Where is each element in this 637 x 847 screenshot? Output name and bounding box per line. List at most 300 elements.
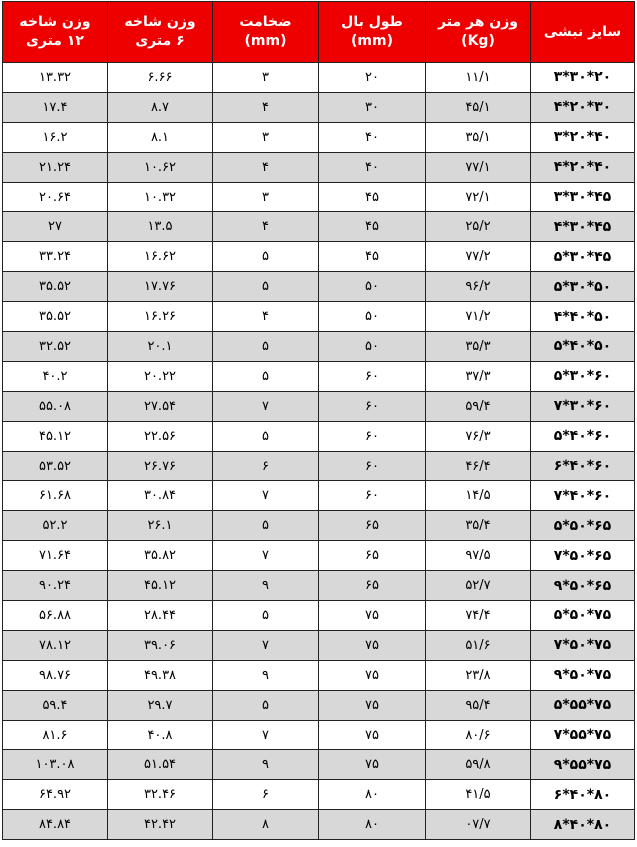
cell-size (531, 361, 635, 391)
header-leg-length (319, 2, 426, 63)
cell-thickness (213, 122, 319, 152)
cell-weight-12m (3, 361, 108, 391)
cell-thickness-value: ۳ (262, 69, 269, 85)
cell-thickness-value: ۵ (262, 697, 269, 713)
cell-weight-12m-value: ۷۸.۱۲ (38, 637, 72, 653)
cell-weight-12m-value: ۶۱.۶۸ (38, 488, 72, 504)
cell-thickness-value: ۵ (262, 607, 269, 623)
cell-weight-12m-value: ۸۴.۸۴ (38, 817, 72, 833)
table-row (3, 601, 635, 631)
cell-weight-12m-value: ۴۵.۱۲ (38, 428, 72, 444)
cell-leg-length (319, 630, 426, 660)
cell-thickness (213, 242, 319, 272)
cell-weight-per-meter-value: ۳۷/۳ (465, 368, 491, 384)
cell-weight-6m-value: ۳۵.۸۲ (143, 548, 177, 564)
cell-weight-per-meter-value: ۴۱/۵ (465, 787, 491, 803)
cell-size-value: ۶۰*۴۰*۷ (553, 487, 612, 504)
cell-weight-12m-value: ۲۷ (48, 219, 62, 235)
cell-weight-12m (3, 541, 108, 571)
cell-weight-12m (3, 451, 108, 481)
cell-size-value: ۵۰*۴۰*۵ (553, 338, 612, 355)
cell-weight-6m-value: ۶.۶۶ (147, 69, 173, 85)
cell-weight-12m (3, 571, 108, 601)
cell-weight-per-meter-value: ۵۹/۸ (465, 757, 491, 773)
cell-weight-per-meter (426, 630, 531, 660)
header-thickness-line2: (mm) (244, 33, 287, 49)
cell-size-value: ۵۰*۴۰*۴ (553, 308, 612, 325)
cell-thickness-value: ۷ (262, 727, 269, 743)
cell-weight-per-meter (426, 571, 531, 601)
cell-thickness (213, 182, 319, 212)
cell-thickness (213, 391, 319, 421)
cell-thickness-value: ۴ (262, 219, 269, 235)
cell-weight-12m (3, 601, 108, 631)
cell-leg-length-value: ۵۰ (365, 279, 379, 295)
cell-leg-length (319, 660, 426, 690)
cell-weight-per-meter-value: ۷۴/۴ (465, 607, 491, 623)
cell-weight-6m-value: ۴۰.۸ (147, 727, 173, 743)
cell-thickness (213, 212, 319, 242)
cell-leg-length-value: ۲۰ (365, 69, 379, 85)
cell-weight-6m-value: ۸.۷ (150, 99, 170, 115)
cell-thickness (213, 541, 319, 571)
cell-weight-12m (3, 690, 108, 720)
cell-leg-length (319, 750, 426, 780)
cell-leg-length-value: ۶۰ (365, 458, 379, 474)
cell-weight-6m-value: ۱۰.۶۲ (143, 159, 177, 175)
cell-size (531, 92, 635, 122)
cell-weight-6m (108, 421, 213, 451)
cell-leg-length-value: ۶۵ (365, 578, 379, 594)
cell-weight-6m (108, 361, 213, 391)
cell-size (531, 630, 635, 660)
cell-thickness-value: ۷ (262, 637, 269, 653)
cell-weight-per-meter (426, 780, 531, 810)
cell-weight-6m (108, 780, 213, 810)
cell-weight-12m (3, 481, 108, 511)
cell-weight-6m (108, 690, 213, 720)
cell-weight-12m-value: ۸۱.۶ (42, 727, 68, 743)
cell-weight-12m-value: ۳۳.۲۴ (38, 249, 72, 265)
cell-weight-6m (108, 481, 213, 511)
cell-weight-per-meter (426, 152, 531, 182)
header-leg-length-line2: (mm) (351, 33, 393, 49)
cell-leg-length-value: ۷۵ (365, 727, 379, 743)
cell-weight-6m-value: ۱۷.۷۶ (143, 279, 177, 295)
table-row (3, 451, 635, 481)
cell-weight-6m (108, 272, 213, 302)
cell-weight-12m (3, 511, 108, 541)
cell-weight-6m (108, 302, 213, 332)
cell-thickness (213, 571, 319, 601)
cell-leg-length-value: ۴۵ (365, 249, 379, 265)
cell-weight-6m-value: ۴۵.۱۲ (143, 578, 177, 594)
cell-leg-length-value: ۷۵ (365, 607, 379, 623)
cell-thickness-value: ۸ (262, 817, 269, 833)
cell-weight-6m (108, 63, 213, 93)
cell-size-value: ۴۰*۲۰*۴ (553, 159, 612, 176)
cell-leg-length (319, 152, 426, 182)
cell-weight-6m-value: ۲۶.۷۶ (143, 458, 177, 474)
cell-size (531, 780, 635, 810)
table-body (3, 63, 635, 840)
cell-weight-per-meter (426, 332, 531, 362)
cell-weight-6m (108, 122, 213, 152)
cell-weight-per-meter-value: ۷۶/۳ (465, 428, 491, 444)
cell-thickness-value: ۴ (262, 159, 269, 175)
cell-leg-length (319, 272, 426, 302)
table-row (3, 152, 635, 182)
header-size (531, 2, 635, 63)
cell-size-value: ۷۵*۵۵*۷ (553, 727, 612, 744)
header-weight-12m (3, 2, 108, 63)
cell-weight-6m (108, 242, 213, 272)
cell-leg-length-value: ۶۰ (365, 428, 379, 444)
cell-thickness-value: ۵ (262, 279, 269, 295)
cell-size (531, 391, 635, 421)
cell-weight-per-meter (426, 63, 531, 93)
cell-size-value: ۶۵*۵۰*۷ (553, 547, 612, 564)
table-row (3, 481, 635, 511)
table-row (3, 391, 635, 421)
cell-leg-length-value: ۶۵ (365, 548, 379, 564)
cell-leg-length (319, 690, 426, 720)
cell-weight-per-meter (426, 750, 531, 780)
cell-weight-12m-value: ۵۶.۸۸ (38, 607, 72, 623)
header-size-label: سایز نبشی (543, 23, 622, 40)
cell-size (531, 272, 635, 302)
cell-leg-length (319, 242, 426, 272)
cell-thickness (213, 272, 319, 302)
table-row (3, 242, 635, 272)
cell-weight-per-meter-value: ۰۷/۷ (465, 817, 491, 833)
cell-leg-length-value: ۷۵ (365, 637, 379, 653)
cell-weight-6m-value: ۳۰.۸۴ (143, 488, 177, 504)
cell-size (531, 212, 635, 242)
cell-weight-per-meter-value: ۵۲/۷ (465, 578, 491, 594)
cell-thickness (213, 690, 319, 720)
cell-weight-12m-value: ۵۹.۴ (42, 697, 68, 713)
cell-leg-length (319, 391, 426, 421)
cell-weight-6m-value: ۲۹.۷ (147, 697, 173, 713)
cell-weight-per-meter (426, 810, 531, 840)
cell-size-value: ۶۰*۳۰*۷ (553, 398, 612, 415)
header-weight-6m-line1: وزن شاخه (124, 14, 196, 30)
cell-weight-per-meter (426, 720, 531, 750)
cell-thickness-value: ۶ (262, 458, 269, 474)
table-header (3, 2, 635, 63)
cell-thickness (213, 810, 319, 840)
cell-weight-per-meter (426, 451, 531, 481)
cell-thickness (213, 720, 319, 750)
table-row (3, 182, 635, 212)
cell-weight-per-meter-value: ۷۷/۱ (465, 159, 491, 175)
cell-weight-12m-value: ۲۰.۶۴ (38, 189, 72, 205)
header-row (3, 2, 635, 63)
cell-leg-length (319, 212, 426, 242)
cell-weight-12m-value: ۲۱.۲۴ (38, 159, 72, 175)
cell-weight-6m-value: ۸.۱ (150, 129, 170, 145)
cell-weight-per-meter-value: ۲۳/۸ (465, 667, 491, 683)
cell-weight-per-meter-value: ۲۵/۲ (465, 219, 491, 235)
cell-thickness (213, 780, 319, 810)
cell-leg-length-value: ۷۵ (365, 667, 379, 683)
cell-weight-12m (3, 242, 108, 272)
cell-weight-6m-value: ۱۶.۶۲ (143, 249, 177, 265)
cell-weight-per-meter-value: ۹۷/۵ (465, 548, 491, 564)
cell-weight-per-meter-value: ۸۰/۶ (465, 727, 491, 743)
table-row (3, 630, 635, 660)
cell-weight-12m (3, 152, 108, 182)
cell-weight-12m-value: ۴۰.۲ (42, 368, 68, 384)
cell-size (531, 750, 635, 780)
cell-size (531, 810, 635, 840)
cell-thickness-value: ۵ (262, 338, 269, 354)
cell-leg-length (319, 182, 426, 212)
cell-thickness (213, 601, 319, 631)
cell-leg-length (319, 92, 426, 122)
cell-thickness-value: ۷ (262, 398, 269, 414)
cell-weight-6m (108, 391, 213, 421)
cell-size-value: ۲۰*۳۰*۳ (553, 69, 612, 86)
cell-weight-6m-value: ۵۱.۵۴ (143, 757, 177, 773)
cell-weight-12m (3, 750, 108, 780)
table-row (3, 272, 635, 302)
cell-leg-length (319, 571, 426, 601)
cell-leg-length-value: ۵۰ (365, 338, 379, 354)
cell-thickness (213, 451, 319, 481)
cell-weight-12m-value: ۵۵.۰۸ (38, 398, 72, 414)
cell-size (531, 690, 635, 720)
cell-weight-6m-value: ۲۶.۱ (147, 518, 173, 534)
cell-leg-length (319, 780, 426, 810)
table-row (3, 750, 635, 780)
cell-weight-12m-value: ۱۰۳.۰۸ (35, 757, 75, 773)
cell-weight-12m (3, 780, 108, 810)
cell-weight-6m-value: ۱۰.۳۲ (143, 189, 177, 205)
cell-weight-6m (108, 92, 213, 122)
cell-leg-length-value: ۷۵ (365, 697, 379, 713)
cell-weight-6m (108, 541, 213, 571)
cell-weight-per-meter (426, 660, 531, 690)
cell-weight-per-meter (426, 182, 531, 212)
cell-leg-length (319, 511, 426, 541)
cell-weight-6m (108, 212, 213, 242)
cell-weight-6m-value: ۲۷.۵۴ (143, 398, 177, 414)
cell-thickness-value: ۳ (262, 189, 269, 205)
cell-thickness-value: ۵ (262, 428, 269, 444)
cell-thickness-value: ۵ (262, 368, 269, 384)
cell-thickness-value: ۹ (262, 578, 269, 594)
cell-thickness-value: ۴ (262, 99, 269, 115)
cell-size (531, 451, 635, 481)
cell-thickness-value: ۹ (262, 667, 269, 683)
cell-weight-6m (108, 182, 213, 212)
cell-size-value: ۴۵*۳۰*۵ (553, 248, 612, 265)
cell-leg-length (319, 810, 426, 840)
cell-size (531, 122, 635, 152)
cell-weight-12m (3, 272, 108, 302)
table-row (3, 332, 635, 362)
header-thickness (213, 2, 319, 63)
cell-weight-per-meter-value: ۹۶/۲ (465, 279, 491, 295)
cell-weight-6m (108, 571, 213, 601)
cell-weight-6m (108, 660, 213, 690)
cell-size (531, 481, 635, 511)
cell-weight-per-meter (426, 361, 531, 391)
header-weight-6m-line2: ۶ متری (135, 33, 185, 49)
cell-thickness (213, 660, 319, 690)
cell-weight-6m-value: ۲۲.۵۶ (143, 428, 177, 444)
cell-weight-6m (108, 720, 213, 750)
cell-weight-per-meter (426, 242, 531, 272)
cell-weight-6m (108, 152, 213, 182)
cell-weight-12m (3, 810, 108, 840)
cell-size-value: ۸۰*۴۰*۸ (553, 816, 612, 833)
table-row (3, 571, 635, 601)
cell-thickness (213, 421, 319, 451)
table-row (3, 660, 635, 690)
cell-leg-length (319, 541, 426, 571)
table-row (3, 780, 635, 810)
cell-size (531, 182, 635, 212)
cell-weight-6m (108, 601, 213, 631)
cell-weight-12m-value: ۵۳.۵۲ (38, 458, 72, 474)
cell-thickness (213, 152, 319, 182)
cell-weight-per-meter (426, 541, 531, 571)
cell-size-value: ۶۰*۴۰*۶ (553, 458, 612, 475)
cell-weight-6m-value: ۱۳.۵ (147, 219, 173, 235)
table-row (3, 810, 635, 840)
cell-weight-12m-value: ۳۵.۵۲ (38, 279, 72, 295)
cell-weight-12m-value: ۱۷.۴ (42, 99, 68, 115)
cell-size (531, 332, 635, 362)
cell-leg-length (319, 720, 426, 750)
cell-size-value: ۴۵*۳۰*۴ (553, 218, 612, 235)
cell-size (531, 720, 635, 750)
cell-weight-per-meter-value: ۷۲/۱ (465, 189, 491, 205)
cell-weight-6m (108, 451, 213, 481)
cell-weight-per-meter-value: ۴۵/۱ (465, 99, 491, 115)
cell-leg-length-value: ۶۰ (365, 488, 379, 504)
cell-size (531, 421, 635, 451)
cell-weight-12m (3, 182, 108, 212)
cell-thickness-value: ۷ (262, 488, 269, 504)
cell-leg-length (319, 601, 426, 631)
cell-weight-per-meter-value: ۷۷/۲ (465, 249, 491, 265)
cell-leg-length-value: ۳۰ (365, 99, 379, 115)
cell-weight-12m (3, 720, 108, 750)
cell-leg-length-value: ۶۰ (365, 398, 379, 414)
cell-size-value: ۷۵*۵۵*۵ (553, 697, 612, 714)
cell-thickness (213, 630, 319, 660)
cell-weight-6m-value: ۲۸.۴۴ (143, 607, 177, 623)
cell-weight-per-meter-value: ۳۵/۳ (465, 338, 491, 354)
cell-size-value: ۷۵*۵۰*۷ (553, 637, 612, 654)
cell-leg-length (319, 332, 426, 362)
cell-size (531, 571, 635, 601)
cell-size-value: ۶۵*۵۰*۹ (553, 577, 612, 594)
table-row (3, 421, 635, 451)
cell-weight-per-meter-value: ۹۵/۴ (465, 697, 491, 713)
cell-size (531, 242, 635, 272)
cell-leg-length (319, 481, 426, 511)
cell-size-value: ۶۵*۵۰*۵ (553, 517, 612, 534)
cell-weight-6m (108, 630, 213, 660)
cell-leg-length-value: ۷۵ (365, 757, 379, 773)
cell-weight-6m-value: ۲۰.۱ (147, 338, 173, 354)
cell-weight-per-meter (426, 92, 531, 122)
cell-weight-12m (3, 630, 108, 660)
cell-size-value: ۷۵*۵۰*۹ (553, 667, 612, 684)
cell-weight-12m (3, 421, 108, 451)
cell-leg-length-value: ۴۰ (365, 159, 379, 175)
cell-weight-per-meter (426, 601, 531, 631)
cell-weight-6m (108, 750, 213, 780)
cell-weight-per-meter (426, 272, 531, 302)
table-row (3, 63, 635, 93)
cell-leg-length (319, 302, 426, 332)
cell-weight-12m-value: ۳۲.۵۲ (38, 338, 72, 354)
cell-weight-per-meter (426, 511, 531, 541)
cell-thickness-value: ۵ (262, 518, 269, 534)
cell-thickness-value: ۵ (262, 249, 269, 265)
cell-weight-6m-value: ۳۹.۰۶ (143, 637, 177, 653)
table-row (3, 302, 635, 332)
cell-leg-length-value: ۶۵ (365, 518, 379, 534)
cell-thickness (213, 63, 319, 93)
angle-size-table (2, 1, 635, 840)
cell-weight-12m (3, 122, 108, 152)
cell-weight-12m-value: ۱۶.۲ (42, 129, 68, 145)
cell-thickness (213, 302, 319, 332)
cell-leg-length-value: ۴۵ (365, 189, 379, 205)
cell-weight-per-meter-value: ۱۱/۱ (465, 69, 491, 85)
header-weight-6m (108, 2, 213, 63)
table-row (3, 361, 635, 391)
cell-thickness-value: ۳ (262, 129, 269, 145)
cell-size (531, 511, 635, 541)
cell-weight-per-meter (426, 302, 531, 332)
header-leg-length-line1: طول بال (341, 14, 403, 30)
cell-weight-12m (3, 660, 108, 690)
cell-weight-per-meter (426, 122, 531, 152)
table-row (3, 212, 635, 242)
cell-size (531, 660, 635, 690)
cell-leg-length (319, 122, 426, 152)
cell-weight-6m-value: ۱۶.۲۶ (143, 309, 177, 325)
cell-leg-length-value: ۴۵ (365, 219, 379, 235)
cell-size (531, 601, 635, 631)
cell-weight-per-meter (426, 391, 531, 421)
cell-weight-per-meter-value: ۴۶/۴ (465, 458, 491, 474)
cell-leg-length-value: ۶۰ (365, 368, 379, 384)
cell-weight-6m (108, 332, 213, 362)
cell-weight-per-meter-value: ۵۹/۴ (465, 398, 491, 414)
cell-weight-per-meter-value: ۷۱/۲ (465, 309, 491, 325)
cell-thickness (213, 332, 319, 362)
table-row (3, 92, 635, 122)
cell-size-value: ۶۰*۴۰*۵ (553, 428, 612, 445)
table-row (3, 122, 635, 152)
cell-thickness-value: ۴ (262, 309, 269, 325)
cell-weight-12m-value: ۳۵.۵۲ (38, 309, 72, 325)
cell-thickness-value: ۷ (262, 548, 269, 564)
cell-weight-12m-value: ۵۲.۲ (42, 518, 68, 534)
cell-weight-12m (3, 302, 108, 332)
cell-size-value: ۵۰*۳۰*۵ (553, 278, 612, 295)
cell-size-value: ۶۰*۳۰*۵ (553, 368, 612, 385)
